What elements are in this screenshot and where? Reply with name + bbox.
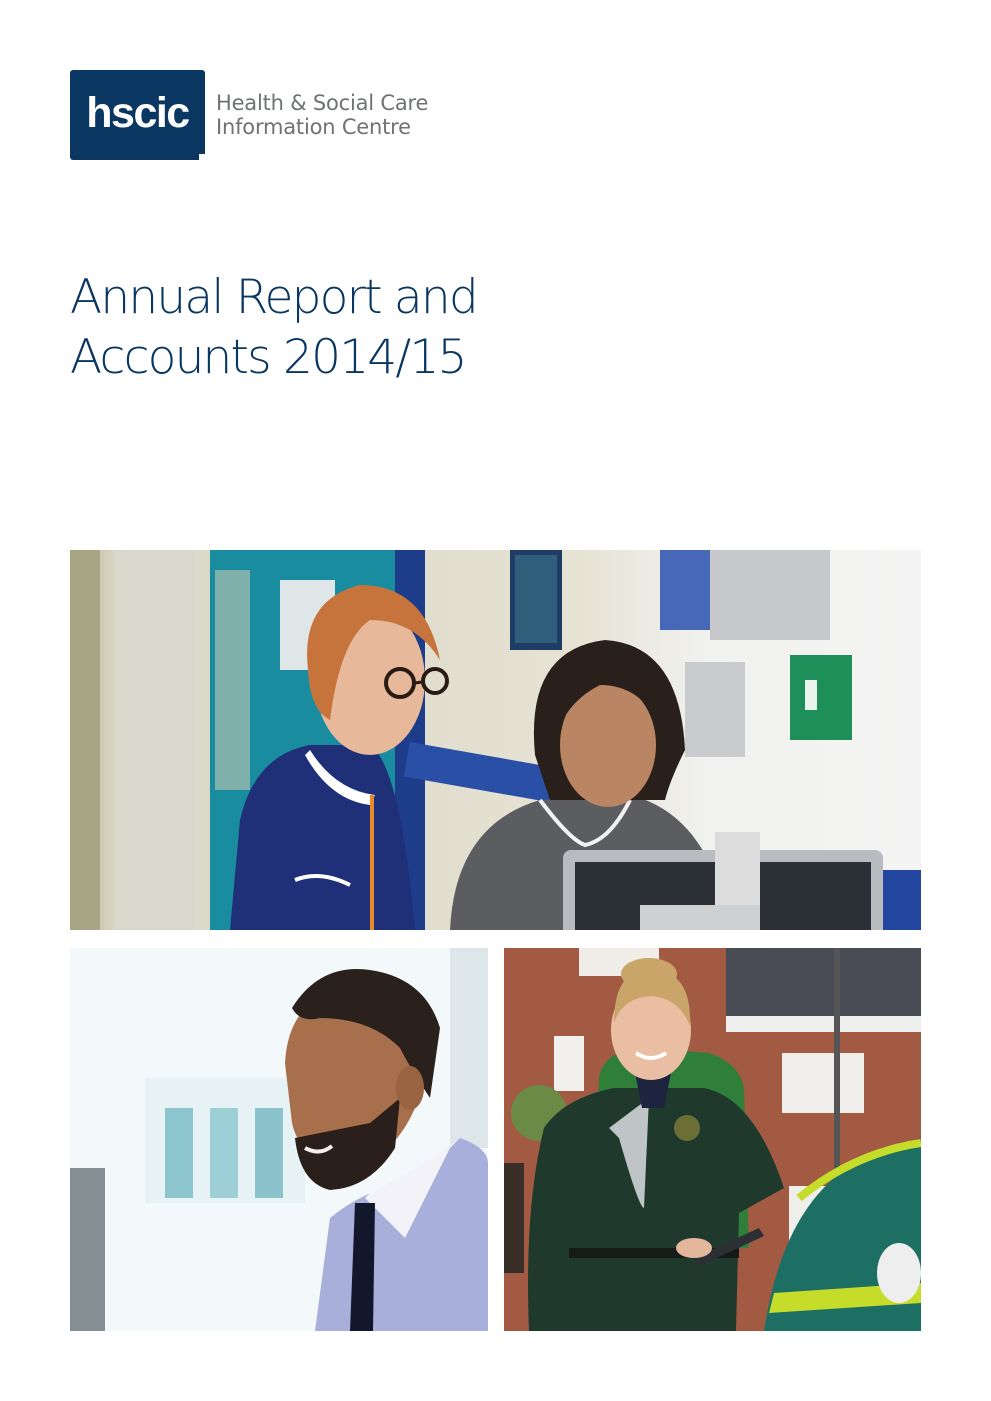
nurses-photo-illustration — [70, 550, 921, 930]
photo-man-in-office — [70, 948, 488, 1331]
logo-badge — [70, 70, 205, 160]
office-photo-illustration — [70, 948, 488, 1331]
title-line-1: Annual Report and — [70, 270, 477, 325]
title-line-2: Accounts 2014/15 — [70, 330, 466, 385]
report-title — [70, 268, 477, 388]
logo-line-2: Information Centre — [216, 115, 411, 139]
hscic-logo — [70, 70, 428, 160]
logo-line-1: Health & Social Care — [216, 91, 429, 115]
paramedic-photo-illustration — [504, 948, 921, 1331]
photo-paramedic — [504, 948, 921, 1331]
logo-mark: hscic — [86, 88, 189, 137]
photo-nurses-at-computer — [70, 550, 921, 930]
logo-wordmark — [216, 91, 428, 139]
